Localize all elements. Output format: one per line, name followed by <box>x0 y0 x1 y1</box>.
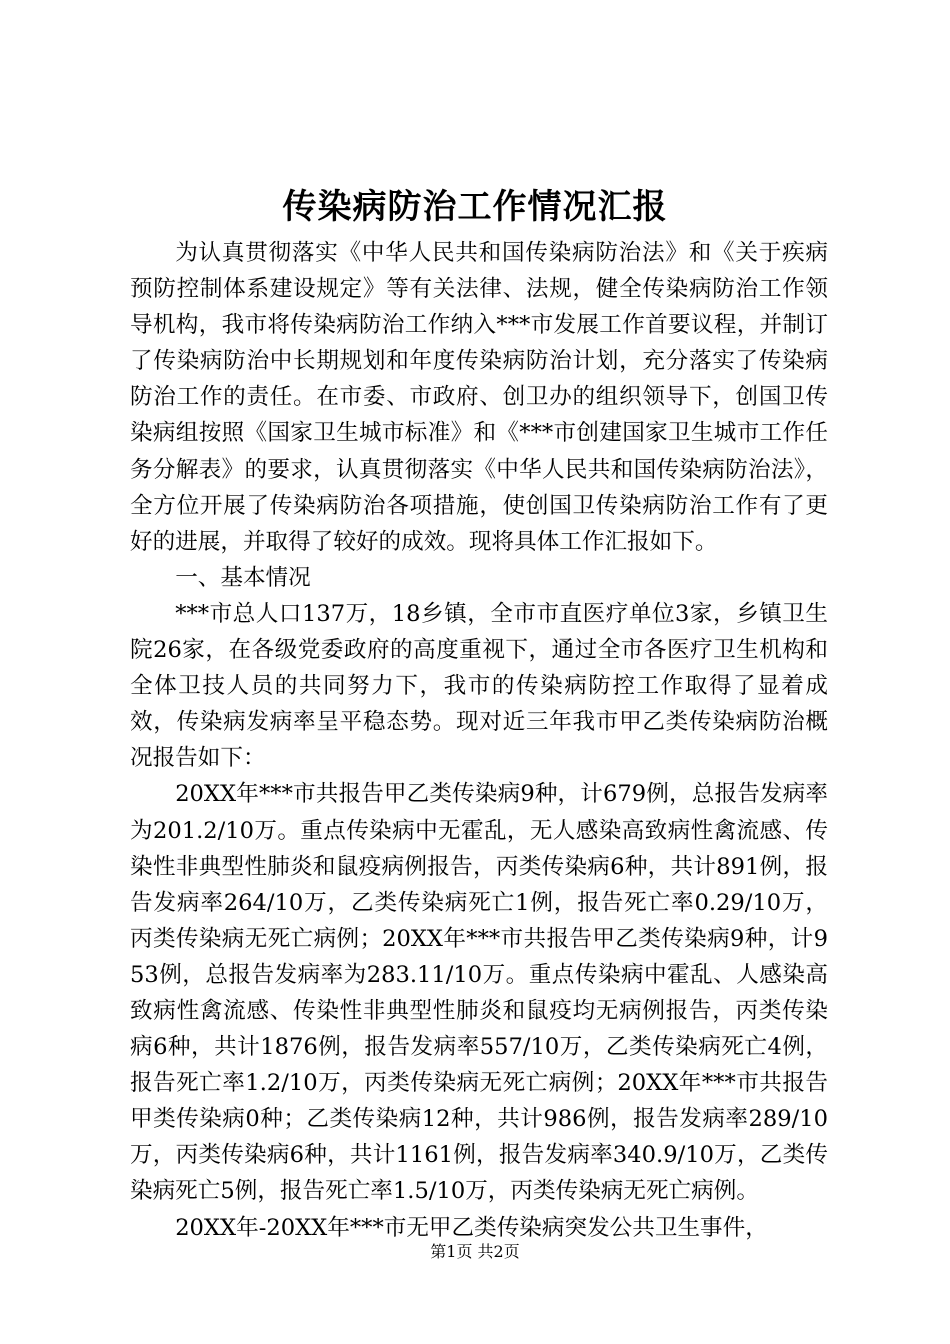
paragraph-statistics: 20XX年***市共报告甲乙类传染病9种，计679例，总报告发病率为201.2/10万。重点传染病中无霍乱，无人感染高致病性禽流感、传染性非典型性肺炎和鼠疫病例报告，丙类传染病6种，共计891例，报告发病率264/10万，乙类传染病死亡1例，报告死亡率0.29/10万，丙类传染病无死亡病例；20XX年***市共报告甲乙类传染病9种，计953例，总报告发病率为283.11/10万。重点传染病中霍乱、人感染高致病性禽流感、传染性非典型性肺炎和鼠疫均无病例报告，丙类传染病6种，共计1876例，报告发病率557/10万，乙类传染病死亡4例，报告死亡率1.2/10万，丙类传染病无死亡病例；20XX年***市共报告甲类传染病0种；乙类传染病12种，共计986例，报告发病率289/10万，丙类传染病6种，共计1161例，报告发病率340.9/10万，乙类传染病死亡5例，报告死亡率1.5/10万，丙类传染病无死亡病例。 <box>130 781 828 1205</box>
paragraph-public-health-events: 20XX年-20XX年***市无甲乙类传染病突发公共卫生事件， <box>175 1214 768 1241</box>
document-body <box>130 235 828 1246</box>
page-footer: 第1页 共2页 <box>430 1242 520 1261</box>
section-heading-basic-situation: 一、基本情况 <box>175 564 311 591</box>
paragraph-intro: 为认真贯彻落实《中华人民共和国传染病防治法》和《关于疾病预防控制体系建设规定》等有关法律、法规，健全传染病防治工作领导机构，我市将传染病防治工作纳入***市发展工作首要议程，并制订了传染病防治中长期规划和年度传染病防治计划，充分落实了传染病防治工作的责任。在市委、市政府、创卫办的组织领导下，创国卫传染病组按照《国家卫生城市标准》和《***市创建国家卫生城市工作任务分解表》的要求，认真贯彻落实《中华人民共和国传染病防治法》，全方位开展了传染病防治各项措施，使创国卫传染病防治工作有了更好的进展，并取得了较好的成效。现将具体工作汇报如下。 <box>130 240 828 555</box>
document-title: 传染病防治工作情况汇报 <box>282 187 668 227</box>
paragraph-population: ***市总人口137万，18乡镇，全市市直医疗单位3家，乡镇卫生院26家，在各级党委政府的高度重视下，通过全市各医疗卫生机构和全体卫技人员的共同努力下，我市的传染病防控工作取得了显着成效，传染病发病率呈平稳态势。现对近三年我市甲乙类传染病防治概况报告如下： <box>130 600 828 772</box>
